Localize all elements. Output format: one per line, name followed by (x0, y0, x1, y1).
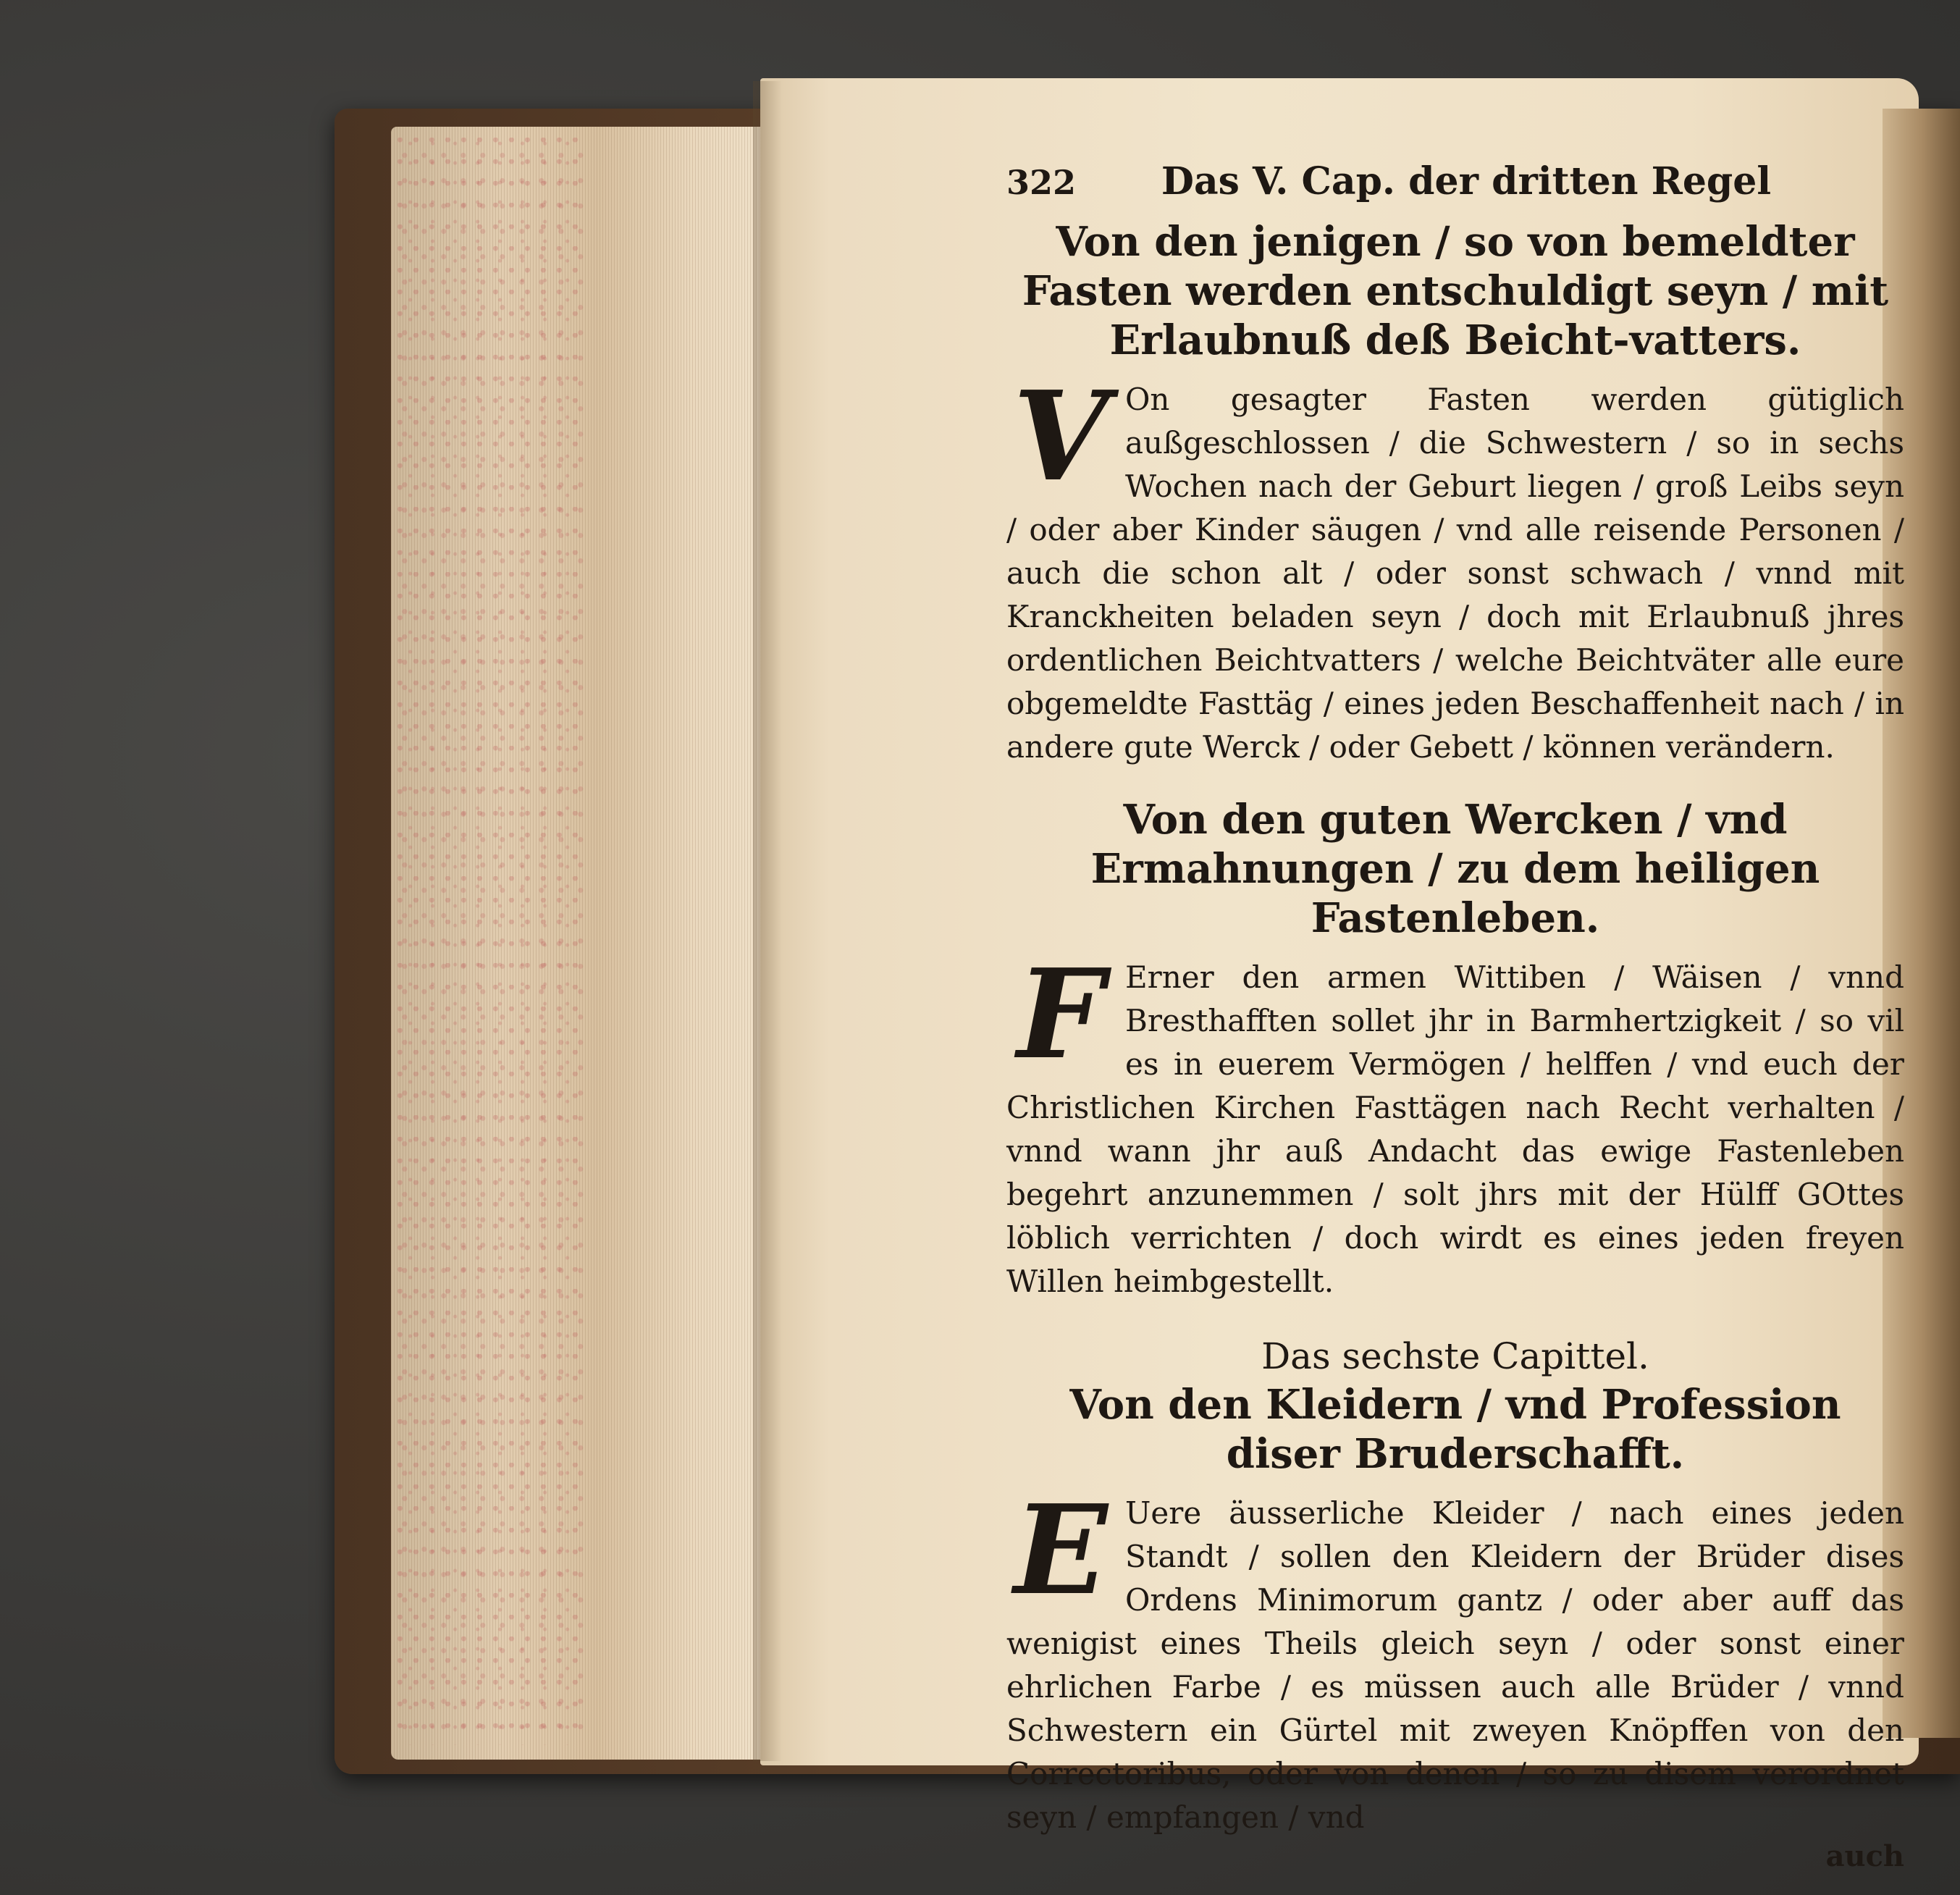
section-heading-2: Von den guten Wercken / vnd Ermahnungen / zu dem heiligen Fastenleben. (1090, 796, 1820, 942)
page-number: 322 (1006, 163, 1077, 202)
chapter-paragraph (1006, 1478, 1904, 1839)
gutter-shadow (753, 81, 782, 1761)
drop-cap-1: V (1013, 364, 1109, 509)
running-head: Das V. Cap. der dritten Regel (1161, 159, 1772, 203)
catchword: auch (1825, 1839, 1904, 1873)
chapter-number-title: Das sechste Capittel. (1261, 1335, 1649, 1377)
page-text (1006, 159, 1904, 1873)
edge-speckle (397, 138, 585, 1745)
section-paragraph-2 (1006, 942, 1904, 1303)
chapter-text: Uere äusserliche Kleider / nach eines jeden Standt / sollen den Kleidern der Brüder dises Ordens Minimorum gantz / oder aber auff das wenigist eines Theils gleich seyn / oder sonst einer ehrlichen Farbe / es müssen auch alle Brüder / vnnd Schwestern ein Gürtel mit zweyen Knöpffen von den Correctoribus, oder von denen / so zu disem verordnet seyn / empfangen / vnd (1006, 1495, 1904, 1835)
chapter-heading: Von den Kleidern / vnd Profession diser Bruderschafft. (1069, 1381, 1841, 1478)
section-text-1: On gesagter Fasten werden gütiglich außgeschlossen / die Schwestern / so in sechs Wochen nach der Geburt liegen / groß Leibs seyn / oder aber Kinder säugen / vnd alle reisende Personen / auch die schon alt / oder sonst schwach / vnnd mit Kranckheiten beladen seyn / doch mit Erlaubnuß jhres ordentlichen Beichtvatters / welche Beichtväter alle eure obgemeldte Fasttäg / eines jeden Beschaffenheit nach / in andere gute Werck / oder Gebett / können verändern. (1006, 382, 1904, 765)
drop-cap-2: F (1017, 942, 1105, 1087)
page-header (1006, 159, 1904, 217)
section-paragraph-1 (1006, 364, 1904, 769)
drop-cap-3: E (1014, 1478, 1108, 1623)
section-heading-1: Von den jenigen / so von bemeldter Fasten werden entschuldigt seyn / mit Erlaubnuß deß Beicht-vatters. (1022, 218, 1889, 364)
section-text-2: Erner den armen Wittiben / Wäisen / vnnd Bresthafften sollet jhr in Barmhertzigkeit / so vil es in euerem Vermögen / helffen / vnd euch der Christlichen Kirchen Fasttägen nach Recht verhalten / vnnd wann jhr auß Andacht das ewige Fastenleben begehrt anzunemmen / solt jhrs mit der Hülff GOttes löblich verrichten / doch wirdt es eines jeden freyen Willen heimbgestellt. (1006, 959, 1904, 1299)
